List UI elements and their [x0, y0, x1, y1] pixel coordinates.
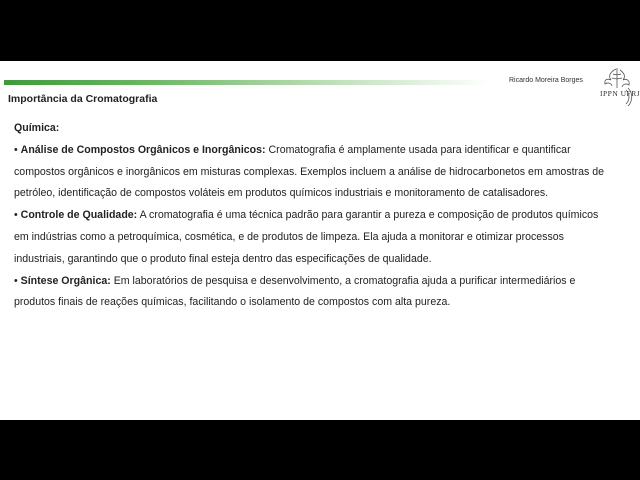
bullet-item [14, 271, 614, 315]
slide-content [14, 118, 614, 314]
section-heading: Química: [14, 122, 60, 134]
bullet-term: Controle de Qualidade: [20, 209, 138, 222]
bullet-item [14, 205, 614, 270]
author-name: Ricardo Moreira Borges [509, 77, 583, 84]
logo-text: IPPN UFRJ [600, 89, 640, 98]
bullet-marker: • [14, 143, 18, 156]
bullet-term: Análise de Compostos Orgânicos e Inorgânicos: [20, 143, 266, 156]
slide-canvas [0, 61, 640, 420]
bullet-term: Síntese Orgânica: [20, 274, 111, 287]
bullet-item [14, 140, 614, 205]
bullet-marker: • [14, 209, 18, 222]
ippn-ufrj-logo [596, 66, 640, 108]
bullet-text: A cromatografia é uma técnica padrão para garantir a pureza e composição de produtos químicos em indústrias como a petroquímica, cosmética, e de produtos de limpeza. Ela ajuda a monitorar e otimizar processos industriais, garantindo que o produto final esteja dentro das especificações de qualidade. [14, 209, 599, 265]
header-accent-bar [4, 80, 490, 85]
bullet-marker: • [14, 274, 18, 287]
slide-title: Importância da Cromatografia [8, 93, 158, 105]
bullet-text: Cromatografia é amplamente usada para identificar e quantificar compostos orgânicos e inorgânicos em misturas complexas. Exemplos incluem a análise de hidrocarbonetos em amostras de petróleo, identificação de compostos voláteis em produtos químicos industriais e monitoramento de catalisadores. [14, 143, 605, 200]
bullet-text: Em laboratórios de pesquisa e desenvolvimento, a cromatografia ajuda a purificar intermediários e produtos finais de reações químicas, facilitando o isolamento de compostos com alta pureza. [14, 274, 576, 309]
